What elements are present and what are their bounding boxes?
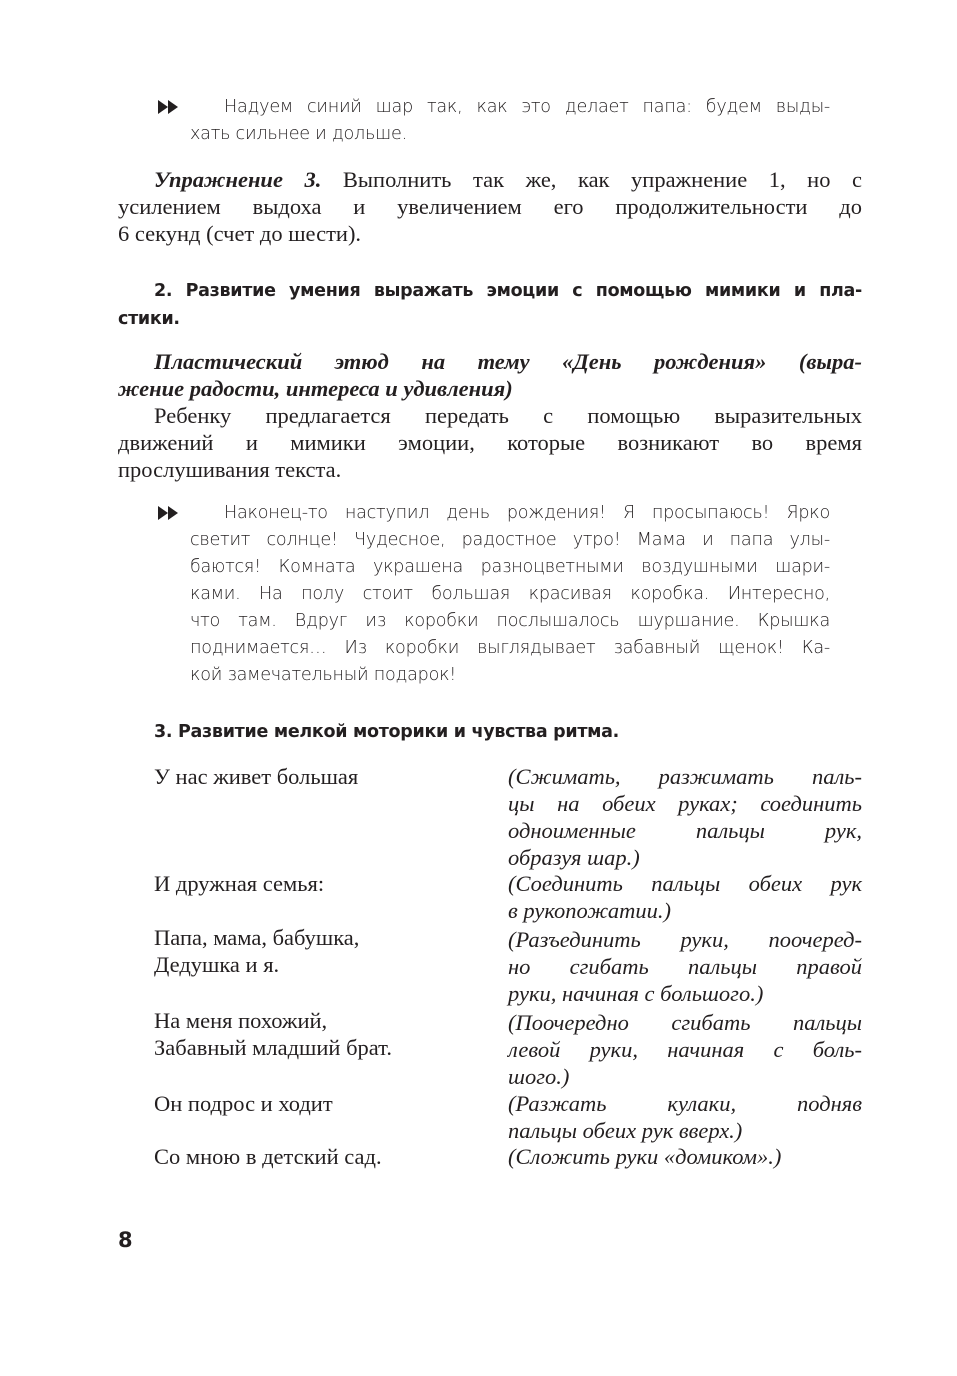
exercise-3 [118, 166, 862, 247]
intro-line: Надуем синий шар так, как это делает папа: будем выды- [224, 97, 830, 117]
etude-title: Пластический этюд на тему «День рождения» (выра- жение радости, интереса и удивления) [118, 349, 862, 401]
rhyme-verse: Он подрос и ходит [154, 1091, 333, 1116]
exercise-3-first-line [118, 166, 862, 193]
story-line: светит солнце! Чудесное, радостное утро! Мама и папа улы- [190, 530, 830, 550]
section-2-heading: 2. Развитие умения выражать эмоции с помощью мимики и пла- стики. [118, 281, 862, 329]
exercise-3-label: Упражнение 3. [154, 167, 322, 192]
rhyme-verse: И дружная семья: [154, 871, 325, 896]
intro-line: хать сильнее и дольше. [190, 124, 407, 144]
rhyme-verse: Папа, мама, бабушка, Дедушка и я. [154, 925, 360, 977]
section-3-heading: 3. Развитие мелкой моторики и чувства ритма. [154, 722, 620, 742]
intro-paragraph [190, 94, 830, 148]
rhyme-action: (Разжать кулаки, подняв пальцы обеих рук вверх.) [508, 1091, 862, 1143]
rhyme-action: (Сложить руки «домиком».) [508, 1144, 782, 1169]
story-line: поднимается… Из коробки выглядывает забавный щенок! Ка- [190, 638, 830, 658]
double-arrow-icon [158, 100, 180, 114]
story-paragraph [190, 500, 830, 689]
rhyme-action: (Соединить пальцы обеих рук в рукопожатии.) [508, 871, 862, 923]
etude-description: Ребенку предлагается передать с помощью выразительных движений и мимики эмоции, которые возникают во время прослушивания текста. [118, 403, 862, 482]
rhyme-verse: Со мною в детский сад. [154, 1144, 382, 1169]
story-line: что там. Вдруг из коробки послышалось шуршание. Крышка [190, 611, 830, 631]
rhyme-action: (Разъединить руки, поочеред- но сгибать пальцы правой руки, начиная с большого.) [508, 927, 862, 1006]
rhyme-verse: У нас живет большая [154, 764, 359, 789]
story-line: баются! Комната украшена разноцветными воздушными шари- [190, 557, 830, 577]
story-line: кой замечательный подарок! [190, 665, 457, 685]
rhyme-action: (Поочередно сгибать пальцы левой руки, начиная с боль- шого.) [508, 1010, 862, 1089]
double-arrow-icon [158, 506, 180, 520]
story-line: ками. На полу стоит большая красивая коробка. Интересно, [190, 584, 830, 604]
exercise-3-line: 6 секунд (счет до шести). [118, 221, 362, 246]
rhyme-action: (Сжимать, разжимать паль- цы на обеих руках; соединить одноименные пальцы рук, образуя шар.) [508, 764, 862, 870]
rhyme-verse: На меня похожий, Забавный младший брат. [154, 1008, 392, 1060]
exercise-3-text: Выполнить так же, как упражнение 1, но с [342, 167, 863, 192]
exercise-3-line: усилением выдоха и увеличением его продолжительности до [118, 194, 862, 219]
page-number: 8 [118, 1228, 133, 1252]
story-line: Наконец-то наступил день рождения! Я просыпаюсь! Ярко [224, 503, 830, 523]
